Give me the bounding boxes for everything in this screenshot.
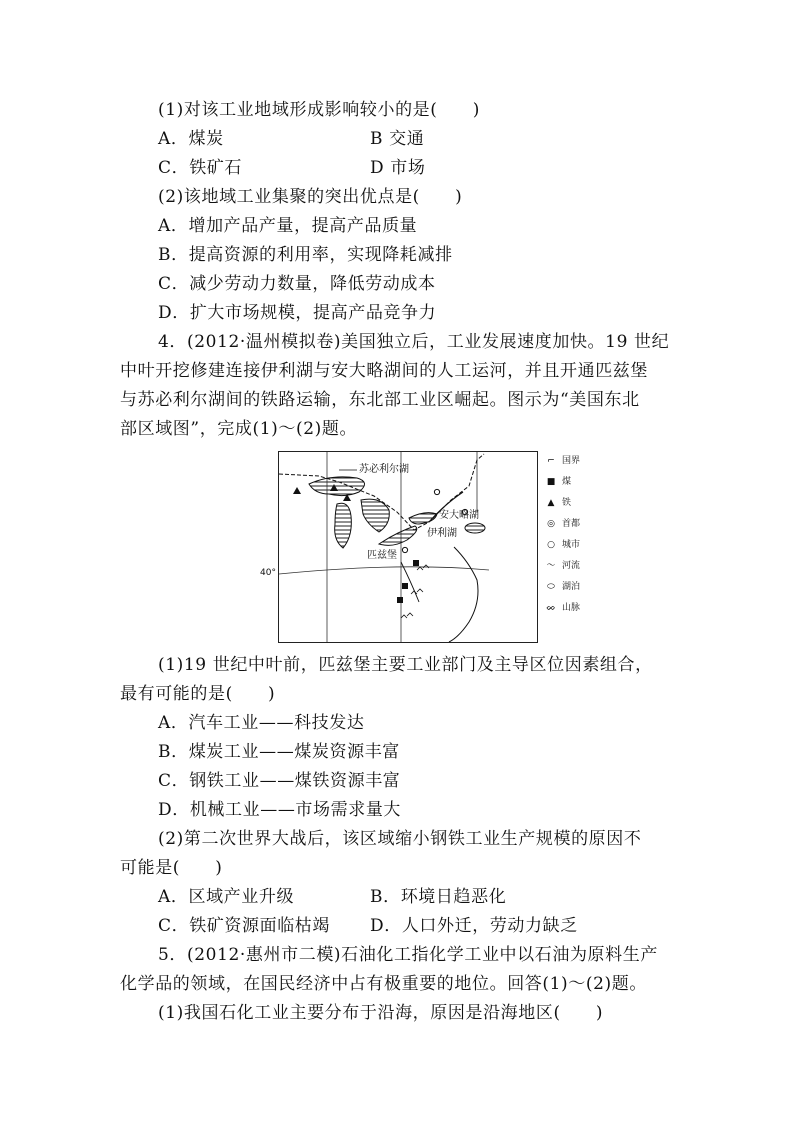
q4-sub2-option-c[interactable]: C．铁矿资源面临枯竭: [158, 916, 331, 936]
legend-item-boundary: ⌐ 国界: [540, 455, 580, 467]
coal-symbol: [413, 560, 419, 566]
q4-intro-line-4: 部区域图”，完成(1)～(2)题。: [120, 419, 358, 439]
q4-intro-line-3: 与苏必利尔湖间的铁路运输，东北部工业区崛起。图示为“美国东北: [120, 390, 640, 410]
lake-erie: [379, 526, 417, 545]
mountain-symbol: [411, 589, 423, 594]
lake-superior: [309, 477, 365, 496]
city-icon: ○: [547, 540, 555, 550]
q3-sub2-option-b[interactable]: B．提高资源的利用率，实现降耗减排: [158, 245, 453, 265]
q3-sub1-option-c[interactable]: C．铁矿石: [158, 158, 243, 178]
q4-intro-line-1: 4．(2012·温州模拟卷)美国独立后，工业发展速度加快。19 世纪: [158, 332, 670, 352]
small-lake: [465, 523, 485, 533]
iron-symbol: [293, 487, 301, 494]
capital-icon: ◎: [547, 519, 555, 529]
legend-item-mountain: ᨖ 山脉: [540, 602, 580, 614]
q4-intro-line-2: 中叶开挖修建连接伊利湖与安大略湖间的人工运河，并且开通匹兹堡: [120, 361, 648, 381]
ohio-river: [401, 562, 419, 602]
q3-sub2-option-d[interactable]: D．扩大市场规模，提高产品竞争力: [158, 303, 437, 323]
q3-sub2-option-c[interactable]: C．减少劳动力数量，降低劳动成本: [158, 274, 436, 294]
coastline: [449, 547, 478, 642]
map-canvas: [279, 452, 537, 642]
lake-michigan: [335, 503, 352, 548]
q3-sub2-stem: (2)该地域工业集聚的突出优点是( ): [158, 187, 463, 207]
q5-intro-line-1: 5．(2012·惠州市二模)石油化工指化学工业中以石油为原料生产: [158, 945, 658, 965]
q3-sub2-option-a[interactable]: A．增加产品产量，提高产品质量: [158, 216, 418, 236]
q3-sub1-option-b[interactable]: B 交通: [370, 129, 425, 149]
q4-sub1-option-d[interactable]: D．机械工业——市场需求量大: [158, 800, 402, 820]
coal-symbol: [402, 583, 408, 589]
parallel-40: [279, 567, 489, 574]
q4-sub1-option-c[interactable]: C．钢铁工业——煤铁资源丰富: [158, 771, 401, 791]
q3-sub1-stem: (1)对该工业地域形成影响较小的是( ): [158, 100, 480, 120]
map-legend: [540, 455, 640, 635]
pittsburgh-city-symbol: [402, 547, 407, 552]
q4-sub2-option-a[interactable]: A．区域产业升级: [158, 887, 295, 907]
q4-sub1-stem-line-2: 最有可能的是( ): [120, 684, 276, 704]
lake-icon: ⬭: [547, 582, 555, 592]
mountain-icon: ᨖ: [546, 603, 556, 613]
label-lake-ontario: 安大略湖: [439, 510, 479, 521]
q4-sub1-stem-line-1: (1)19 世纪中叶前，匹兹堡主要工业部门及主导区位因素组合，: [158, 655, 653, 675]
legend-item-city: ○ 城市: [540, 539, 580, 551]
river-icon: 〜: [546, 561, 556, 571]
city-symbol: [434, 489, 439, 494]
mountain-symbol: [401, 613, 413, 618]
iron-icon: ▲: [547, 498, 555, 508]
q4-sub2-stem-line-2: 可能是( ): [120, 858, 223, 878]
lake-huron: [361, 499, 389, 532]
q5-sub1-stem: (1)我国石化工业主要分布于沿海，原因是沿海地区( ): [158, 1003, 604, 1023]
label-lake-superior: 苏必利尔湖: [359, 464, 409, 475]
northeast-us-map: [278, 451, 538, 643]
legend-item-coal: ■ 煤: [540, 476, 571, 488]
lat-label-40: 40°: [260, 568, 276, 578]
q4-sub2-option-d[interactable]: D．人口外迁，劳动力缺乏: [370, 916, 578, 936]
q4-sub2-option-b[interactable]: B．环境日趋恶化: [370, 887, 507, 907]
q4-sub1-option-b[interactable]: B．煤炭工业——煤炭资源丰富: [158, 742, 400, 762]
q3-sub1-option-a[interactable]: A．煤炭: [158, 129, 224, 149]
legend-item-lake: ⬭ 湖泊: [540, 581, 580, 593]
label-lake-erie: 伊利湖: [427, 528, 457, 539]
q4-sub2-stem-line-1: (2)第二次世界大战后，该区域缩小钢铁工业生产规模的原因不: [158, 829, 642, 849]
legend-item-iron: ▲ 铁: [540, 497, 571, 509]
label-pittsburgh: 匹兹堡: [367, 550, 397, 561]
boundary-icon: ⌐: [547, 456, 555, 466]
coal-symbol: [397, 597, 403, 603]
q5-intro-line-2: 化学品的领域，在国民经济中占有极重要的地位。回答(1)～(2)题。: [120, 974, 647, 994]
q4-sub1-option-a[interactable]: A．汽车工业——科技发达: [158, 713, 365, 733]
legend-item-capital: ◎ 首都: [540, 518, 580, 530]
coal-icon: ■: [546, 477, 556, 487]
q3-sub1-option-d[interactable]: D 市场: [370, 158, 426, 178]
legend-item-river: 〜 河流: [540, 560, 580, 572]
